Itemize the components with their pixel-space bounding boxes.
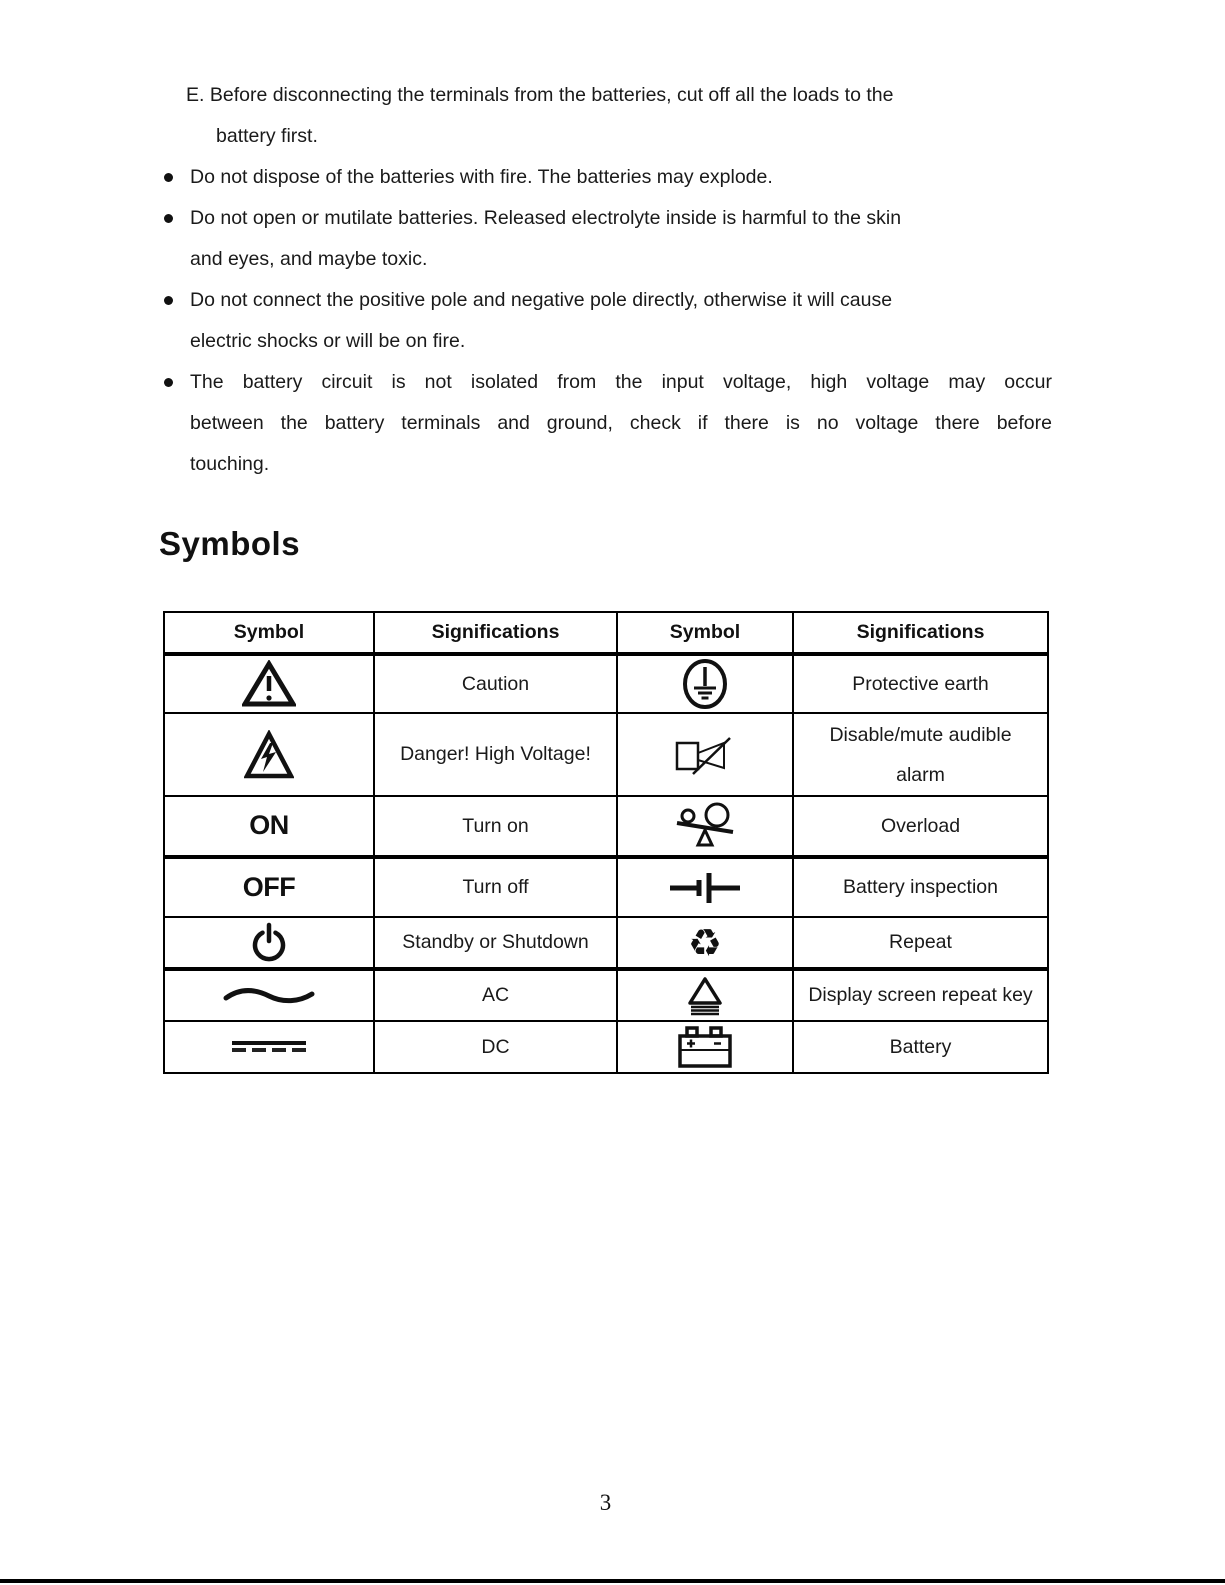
- bullet-marker: [164, 296, 173, 305]
- table-row: [164, 654, 1048, 713]
- bullet-marker: [164, 214, 173, 223]
- symbol-cell: [164, 713, 374, 796]
- bullet-text-line: The battery circuit is not isolated from the input voltage, high voltage may occur: [190, 371, 1052, 393]
- bullet-marker: [164, 378, 173, 387]
- battery-inspection-icon: [668, 871, 742, 905]
- column-header: Significations: [793, 612, 1048, 654]
- symbol-cell: [617, 917, 793, 969]
- symbol-cell: [164, 857, 374, 917]
- bullet-text-line: between the battery terminals and ground, check if there is no voltage there before: [190, 412, 1052, 434]
- column-header: Symbol: [617, 612, 793, 654]
- signification-cell: Protective earth: [793, 654, 1048, 713]
- protective-earth-icon: [681, 658, 729, 710]
- bullet-text-line: Do not dispose of the batteries with fire. The batteries may explode.: [190, 166, 773, 188]
- symbol-cell: [617, 1021, 793, 1073]
- symbol-cell: [617, 713, 793, 796]
- on-symbol-text: ON: [249, 810, 289, 840]
- signification-cell: Battery: [793, 1021, 1048, 1073]
- signification-line: Disable/mute audible: [829, 723, 1012, 746]
- signification-cell: Repeat: [793, 917, 1048, 969]
- overload-icon: [674, 802, 736, 850]
- bullet-text-line: Do not open or mutilate batteries. Released electrolyte inside is harmful to the skin: [190, 207, 902, 229]
- bullet-marker: [164, 173, 173, 182]
- symbol-cell: [164, 1021, 374, 1073]
- signification-cell: Caution: [374, 654, 617, 713]
- symbols-table: [163, 611, 1049, 1074]
- bullet-item: [163, 280, 1052, 362]
- bottom-rule: [0, 1579, 1225, 1583]
- table-row: [164, 917, 1048, 969]
- page-number: 3: [599, 1490, 612, 1515]
- column-header: Symbol: [164, 612, 374, 654]
- signification-cell: Standby or Shutdown: [374, 917, 617, 969]
- battery-icon: [677, 1025, 733, 1069]
- off-symbol-text: OFF: [242, 871, 296, 902]
- table-row: [164, 969, 1048, 1021]
- symbol-cell: [164, 654, 374, 713]
- signification-line: alarm: [896, 763, 945, 786]
- symbol-cell: [164, 917, 374, 969]
- symbol-cell: [617, 857, 793, 917]
- item-e-line2: battery first.: [216, 125, 318, 147]
- symbol-cell: [617, 969, 793, 1021]
- bullet-text-line: electric shocks or will be on fire.: [190, 330, 466, 352]
- dc-lines-icon: [230, 1040, 308, 1054]
- table-row: [164, 1021, 1048, 1073]
- bullet-text-line: and eyes, and maybe toxic.: [190, 248, 428, 270]
- table-row: [164, 857, 1048, 917]
- signification-cell: Turn off: [374, 857, 617, 917]
- column-header: Significations: [374, 612, 617, 654]
- signification-cell: Turn on: [374, 796, 617, 857]
- symbol-cell: [164, 969, 374, 1021]
- bullet-item: [163, 157, 1052, 198]
- display-screen-repeat-key-icon: [682, 975, 728, 1017]
- table-row: [164, 713, 1048, 796]
- bullet-item: [163, 198, 1052, 280]
- bullet-item: [163, 362, 1052, 485]
- standby-power-icon: [248, 922, 290, 964]
- mute-audible-alarm-icon: [674, 733, 736, 777]
- bullet-text-line: touching.: [190, 453, 270, 475]
- signification-cell: Display screen repeat key: [793, 969, 1048, 1021]
- signification-cell: DC: [374, 1021, 617, 1073]
- signification-cell: Battery inspection: [793, 857, 1048, 917]
- signification-cell: AC: [374, 969, 617, 1021]
- signification-cell: Overload: [793, 796, 1048, 857]
- recycle-icon: ♻: [687, 920, 723, 965]
- table-header-row: [164, 612, 1048, 654]
- signification-cell: [793, 713, 1048, 796]
- symbol-cell: [617, 796, 793, 857]
- symbol-cell: [617, 654, 793, 713]
- signification-cell: Danger! High Voltage!: [374, 713, 617, 796]
- item-e-line1: E. Before disconnecting the terminals from the batteries, cut off all the loads to the: [186, 84, 894, 106]
- high-voltage-triangle-icon: [244, 730, 294, 780]
- section-heading: Symbols: [159, 525, 301, 562]
- bullet-text-line: Do not connect the positive pole and negative pole directly, otherwise it will cause: [190, 289, 893, 311]
- table-row: [164, 796, 1048, 857]
- symbol-cell: [164, 796, 374, 857]
- caution-triangle-icon: [242, 660, 296, 708]
- ac-wave-icon: [222, 986, 316, 1006]
